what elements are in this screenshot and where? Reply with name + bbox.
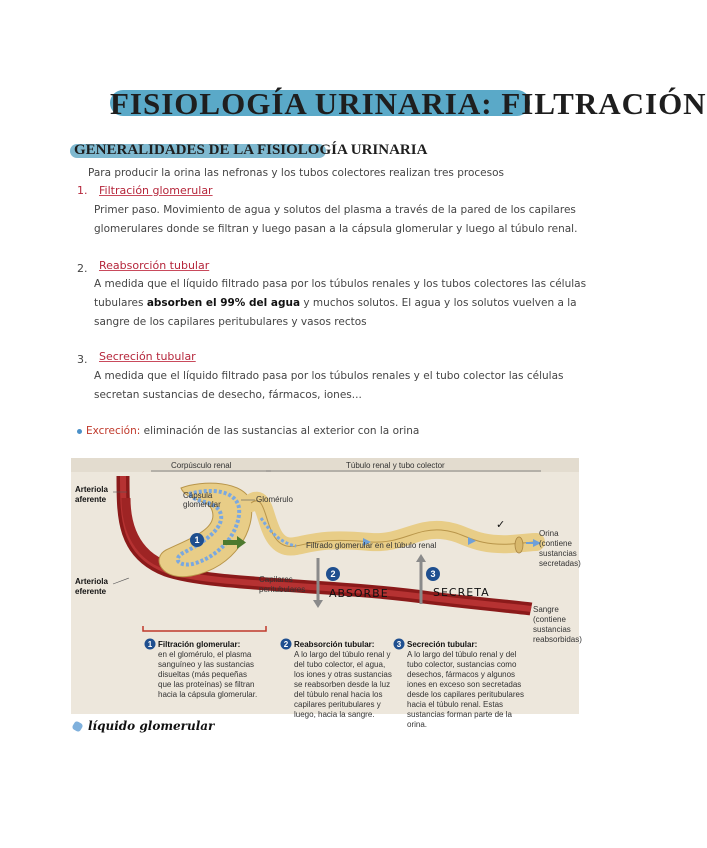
step-3-number: 3 — [430, 569, 436, 579]
caption-3-line-8: orina. — [407, 720, 428, 729]
leader-eferente — [113, 578, 129, 584]
process-3-line-1: A medida que el líquido filtrado pasa por los túbulos renales y el tubo colector las células — [94, 370, 564, 382]
step-2-number: 2 — [330, 569, 336, 579]
label-capsula-2: glomerular — [183, 500, 221, 509]
process-3-heading: Secreción tubular — [99, 350, 196, 363]
label-orina-4: secretadas) — [539, 559, 581, 568]
caption-2-line-4: se reabsorben desde la luz — [294, 680, 391, 689]
caption-1-line-1: en el glomérulo, el plasma — [158, 650, 252, 659]
reabsorption-arrow-icon — [313, 600, 323, 608]
process-2-heading: Reabsorción tubular — [99, 259, 210, 272]
label-sangre-3: sustancias — [533, 625, 571, 634]
secretion-arrow-icon — [416, 554, 426, 562]
label-sangre-2: (contiene — [533, 615, 566, 624]
label-orina-3: sustancias — [539, 549, 577, 558]
label-capilares-2: peritubulares — [259, 585, 306, 594]
caption-3-line-5: desde los capilares peritubulares — [407, 690, 524, 699]
process-2-number: 2. — [77, 262, 88, 275]
caption-1-line-4: que las proteínas) se filtran — [158, 680, 255, 689]
footnote-text: líquido glomerular — [88, 719, 215, 733]
process-3-line-2: secretan sustancias de desecho, fármacos, iones... — [94, 389, 362, 401]
excretion-term: Excreción: — [86, 425, 141, 437]
label-arteriola-aferente-2: aferente — [75, 495, 107, 504]
title-block — [110, 84, 707, 124]
process-3-number: 3. — [77, 353, 88, 366]
section-title: GENERALIDADES DE LA FISIOLOGÍA URINARIA — [74, 142, 428, 158]
caption-1-number: 1 — [147, 640, 153, 649]
page-title: FISIOLOGÍA URINARIA: FILTRACIÓN — [110, 86, 707, 121]
caption-1-title: Filtración glomerular: — [158, 640, 241, 649]
label-glomerulo: Glomérulo — [256, 495, 293, 504]
caption-3-line-3: desechos, fármacos y algunos — [407, 670, 516, 679]
label-orina-2: (contiene — [539, 539, 572, 548]
annotation-secreta: SECRETA — [433, 586, 490, 599]
caption-3-line-2: tubo colector, sustancias como — [407, 660, 517, 669]
caption-bracket — [143, 626, 266, 631]
caption-3-line-1: A lo largo del túbulo renal y del — [407, 650, 517, 659]
process-2-line-2b: y muchos solutos. El agua y los solutos vuelven a la — [300, 297, 577, 309]
caption-2-line-1: A lo largo del túbulo renal y — [294, 650, 391, 659]
caption-3-line-4: iones en exceso son secretadas — [407, 680, 522, 689]
process-2-line-2 — [94, 296, 577, 311]
label-corpusculo-renal: Corpúsculo renal — [171, 461, 232, 470]
caption-2-line-2: del tubo colector, el agua, — [294, 660, 386, 669]
caption-3-line-7: sustancias forman parte de la — [407, 710, 512, 719]
label-sangre-4: reabsorbidas) — [533, 635, 582, 644]
label-capilares-1: Capilares — [259, 575, 293, 584]
caption-2-line-6: capilares peritubulares y — [294, 700, 381, 709]
caption-2-title: Reabsorción tubular: — [294, 640, 375, 649]
caption-3-number: 3 — [396, 640, 402, 649]
caption-2-line-3: los iones y otras sustancias — [294, 670, 392, 679]
step-1-number: 1 — [194, 535, 200, 545]
process-1-line-1: Primer paso. Movimiento de agua y solutos del plasma a través de la pared de los capilares — [94, 204, 576, 216]
caption-2-number: 2 — [283, 640, 289, 649]
label-sangre-1: Sangre — [533, 605, 559, 614]
intro-text: Para producir la orina las nefronas y los tubos colectores realizan tres procesos — [88, 167, 504, 179]
bullet-icon — [77, 429, 82, 434]
tubule-opening — [515, 537, 523, 553]
caption-1-line-3: disueltas (más pequeñas — [158, 670, 247, 679]
caption-2-line-7: luego, hacia la sangre. — [294, 710, 375, 719]
label-capsula-1: Cápsula — [183, 491, 213, 500]
process-1-number: 1. — [77, 184, 88, 197]
caption-3-title: Secreción tubular: — [407, 640, 478, 649]
excretion-line — [86, 424, 419, 439]
process-2-line-3: sangre de los capilares peritubulares y vasos rectos — [94, 316, 367, 328]
process-2-bold-text: absorben el 99% del agua — [146, 297, 301, 309]
process-1-heading: Filtración glomerular — [99, 184, 213, 197]
label-arteriola-eferente-1: Arteriola — [75, 577, 108, 586]
caption-2-line-5: del túbulo renal hacia los — [294, 690, 383, 699]
caption-1-line-2: sanguíneo y las sustancias — [158, 660, 255, 669]
process-1-line-2: glomerulares donde se filtran y luego pasan a la cápsula glomerular y luego al túbulo renal. — [94, 223, 578, 235]
label-filtrado: Filtrado glomerular en el túbulo renal — [306, 541, 437, 550]
annotation-absorbe: ABSORBE — [329, 587, 389, 600]
footnote-marker-icon — [71, 720, 83, 732]
caption-3-line-6: hacia el túbulo renal. Estas — [407, 700, 504, 709]
filtration-arrow-shaft — [223, 540, 239, 545]
caption-1-line-5: hacia la cápsula glomerular. — [158, 690, 258, 699]
excretion-text: eliminación de las sustancias al exterior con la orina — [140, 425, 420, 437]
section-heading-block — [70, 138, 428, 162]
label-arteriola-aferente-1: Arteriola — [75, 485, 108, 494]
process-2-line-2a: tubulares — [94, 297, 147, 309]
process-2-line-1: A medida que el líquido filtrado pasa por los túbulos renales y los tubos colectores las células — [94, 278, 587, 290]
annotation-check: ✓ — [496, 518, 507, 531]
label-tubulo-renal: Túbulo renal y tubo colector — [346, 461, 445, 470]
label-arteriola-eferente-2: eferente — [75, 587, 107, 596]
figure-header-bar — [71, 458, 579, 472]
label-orina-1: Orina — [539, 529, 559, 538]
